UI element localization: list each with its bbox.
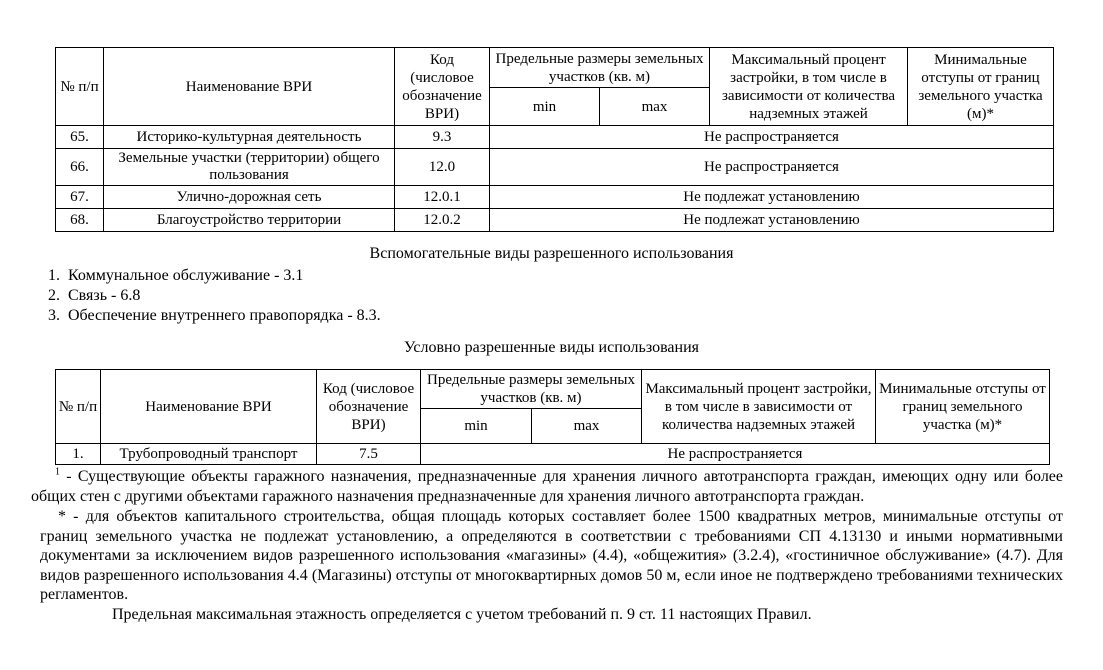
footnote-marker-1: 1 [55,466,60,478]
footnote-max-storeys: Предельная максимальная этажность определяется с учетом требований п. 9 ст. 11 настоящих Правил. [112,605,812,623]
table-row-1 [56,444,1050,465]
list-item-number: 1. [48,267,60,284]
col-header-vri-name: Наименование ВРИ [104,48,395,126]
col-header-row-number: № п/п [56,370,101,444]
list-item [48,306,1103,326]
vri-code-cell: 12.0.2 [395,209,490,232]
col-header-plot-size: Предельные размеры земельных участков (кв. м) [490,48,710,88]
list-item-number: 2. [48,287,60,304]
vri-name-cell: Улично-дорожная сеть [104,186,395,209]
vri-code-cell: 12.0 [395,149,490,186]
table-row-65 [56,126,1054,149]
col-header-size-max: max [600,88,710,126]
vri-name-cell: Историко-культурная деятельность [104,126,395,149]
list-item [48,286,1103,306]
col-header-vri-name: Наименование ВРИ [101,370,317,444]
vri-name-cell: Земельные участки (территории) общего пользования [104,149,395,186]
col-header-max-build-percent: Максимальный процент застройки, в том числе в зависимости от количества надземных этажей [642,370,876,444]
col-header-min-setback: Минимальные отступы от границ земельного участка (м)* [876,370,1050,444]
col-header-vri-code: Код (числовое обозначение ВРИ) [395,48,490,126]
row-number-cell: 1. [56,444,101,465]
merged-value-cell: Не подлежат установлению [490,186,1054,209]
conditional-vri-table [55,369,1050,465]
vri-code-cell: 7.5 [317,444,421,465]
conditional-uses-heading: Условно разрешенные виды использования [404,339,699,356]
table-row-66 [56,149,1054,186]
row-number-cell: 67. [56,186,104,209]
main-vri-table [55,47,1054,232]
col-header-vri-code: Код (числовое обозначение ВРИ) [317,370,421,444]
list-item-number: 3. [48,307,60,324]
merged-value-cell: Не подлежат установлению [490,209,1054,232]
merged-value-cell: Не распространяется [421,444,1050,465]
footnote-setbacks-asterisk: * - для объектов капитального строительства, общая площадь которых составляет более 1500 квадратных метров, минимальные отступы от границ земельного участка не подлежат установлению, а определяются в соответствии с требованиями СП 4.13130 и иными нормативными документами за исключением видов разрешенного использования «магазины» (4.4), «общежития» (3.2.4), «гостиничное обслуживание» (4.7). Для видов разрешенного использования 4.4 (Магазины) отступы от многоквартирных домов 50 м, если иное не подтверждено требованиями технических регламентов. [40,508,1063,603]
vri-code-cell: 12.0.1 [395,186,490,209]
col-header-size-min: min [421,409,532,444]
footnote-garage-objects [31,467,1063,507]
row-number-cell: 65. [56,126,104,149]
col-header-min-setback: Минимальные отступы от границ земельного участка (м)* [908,48,1054,126]
merged-value-cell: Не распространяется [490,149,1054,186]
list-item-text: Коммунальное обслуживание - 3.1 [68,267,304,284]
col-header-plot-size: Предельные размеры земельных участков (кв. м) [421,370,642,409]
vri-name-cell: Трубопроводный транспорт [101,444,317,465]
auxiliary-uses-heading: Вспомогательные виды разрешенного использования [369,245,734,262]
vri-code-cell: 9.3 [395,126,490,149]
table-row-67 [56,186,1054,209]
row-number-cell: 68. [56,209,104,232]
col-header-size-max: max [532,409,642,444]
auxiliary-uses-list [48,266,1103,326]
footnote-text: - Существующие объекты гаражного назначения, предназначенные для хранения личного автотранспорта граждан, имеющих одну или более общих стен с другими объектами гаражного назначения предназначенные для хранения личного автотранспорта граждан. [31,468,1063,505]
list-item-text: Обеспечение внутреннего правопорядка - 8.3. [68,307,381,324]
document-page [0,47,1103,670]
footnotes-block [31,467,1063,624]
vri-name-cell: Благоустройство территории [104,209,395,232]
col-header-max-build-percent: Максимальный процент застройки, в том числе в зависимости от количества надземных этажей [710,48,908,126]
list-item-text: Связь - 6.8 [68,287,141,304]
merged-value-cell: Не распространяется [490,126,1054,149]
col-header-row-number: № п/п [56,48,104,126]
list-item [48,266,1103,286]
table-row-68 [56,209,1054,232]
row-number-cell: 66. [56,149,104,186]
col-header-size-min: min [490,88,600,126]
